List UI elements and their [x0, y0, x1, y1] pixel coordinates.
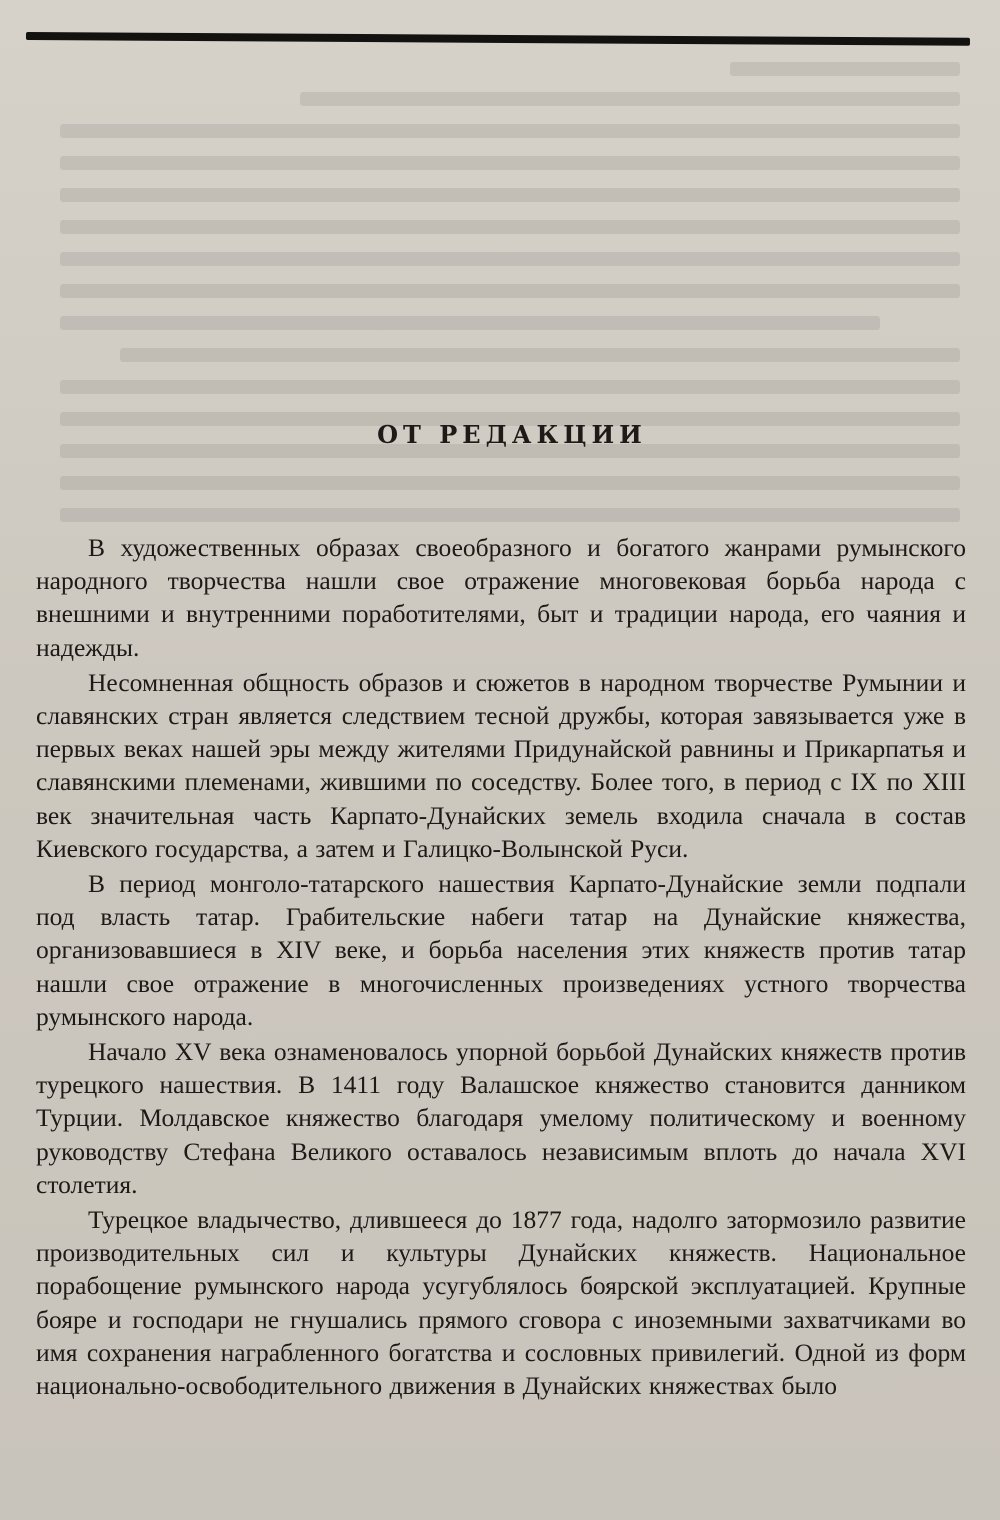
paragraph: Несомненная общность образов и сюжетов в народном творчестве Румынии и славянских стран является следствием тесной дружбы, которая завязывается уже в первых веках нашей эры между жителями Придунайской равнины и Прикарпатья и славянскими племенами, жившими по соседству. Более того, в период с IX по XIII век значительная часть Карпато-Дунайских земель входила сначала в состав Киевского государства, а затем и Галицко-Волынской Руси.: [36, 667, 966, 863]
paragraph: В художественных образах своеобразного и богатого жанрами румынского народного творчества нашли свое отражение многовековая борьба народа с внешними и внутренними поработителями, быт и традиции народа, его чаяния и надежды.: [36, 533, 966, 662]
page-content: [36, 420, 966, 1404]
page-title: ОТ РЕДАКЦИИ: [377, 420, 647, 449]
paragraph: В период монголо-татарского нашествия Карпато-Дунайские земли подпали под власть татар. Грабительские набеги татар на Дунайские княжества, организовавшиеся в XIV веке, и борьба населения этих княжеств против татар нашли свое отражение в многочисленных произведениях устного творчества румынского народа.: [36, 869, 966, 1031]
top-rule: [26, 32, 970, 46]
paragraph: Начало XV века ознаменовалось упорной борьбой Дунайских княжеств против турецкого нашествия. В 1411 году Валашское княжество становится данником Турции. Молдавское княжество благодаря умелому политическому и военному руководству Стефана Великого оставалось независимым вплоть до начала XVI столетия.: [36, 1037, 966, 1199]
paragraph: Турецкое владычество, длившееся до 1877 года, надолго затормозило развитие производительных сил и культуры Дунайских княжеств. Национальное порабощение румынского народа усугублялось боярской эксплуатацией. Крупные бояре и господари не гнушались прямого сговора с иноземными захватчиками во имя сохранения награбленного богатства и сословных привилегий. Одной из форм национально-освободительного движения в Дунайских княжествах было: [36, 1205, 966, 1401]
